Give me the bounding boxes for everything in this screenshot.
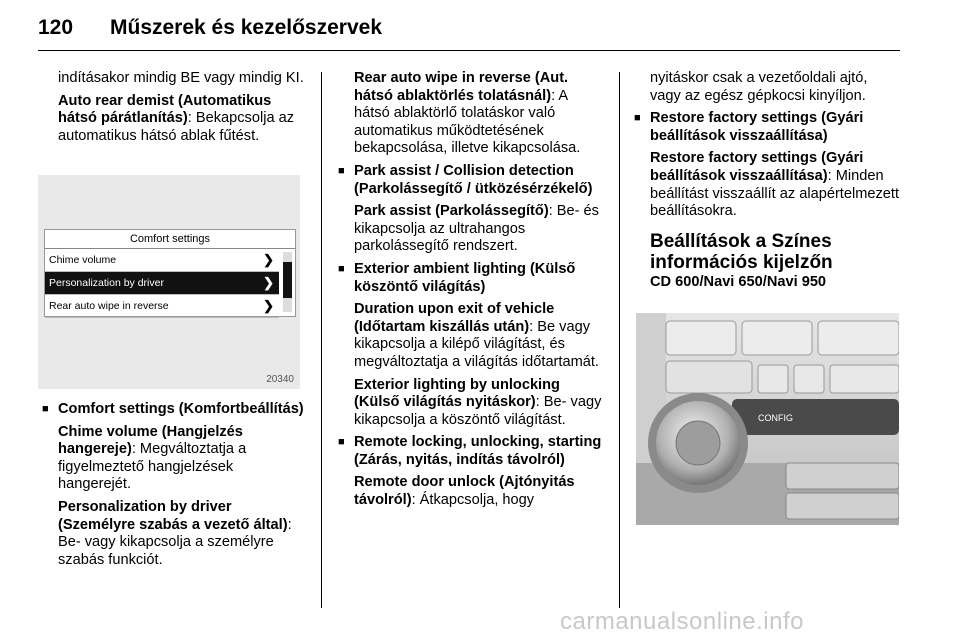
term: Park assist (Parkolássegítő) bbox=[354, 203, 549, 220]
term: Duration upon exit of vehicle (Időtartam kiszállás után) bbox=[354, 301, 555, 335]
paragraph bbox=[354, 377, 606, 430]
bullet-item bbox=[338, 162, 606, 198]
paragraph bbox=[354, 70, 606, 158]
bullet-item bbox=[634, 110, 902, 145]
column-1-lower bbox=[42, 401, 308, 574]
watermark: carmanualsonline.info bbox=[560, 608, 804, 635]
term: Restore factory settings (Gyári beállítások visszaállítása) bbox=[650, 110, 864, 144]
paragraph bbox=[354, 203, 606, 256]
column-2 bbox=[338, 70, 606, 515]
config-button-photo bbox=[636, 313, 899, 525]
menu-item bbox=[45, 249, 279, 272]
term: Exterior lighting by unlocking (Külső világítás nyitáskor) bbox=[354, 376, 560, 411]
description: : A hátsó ablaktörlő tolatáskor való automatikus működtetésének bekapcsolása, illetve kikapcsolása. bbox=[354, 87, 581, 157]
paragraph bbox=[354, 474, 606, 509]
description: : Be- vagy kikapcsolja a személyre szabás funkciót. bbox=[58, 516, 292, 568]
term: Restore factory settings (Gyári beállítások visszaállítása) bbox=[650, 150, 864, 184]
paragraph bbox=[58, 424, 308, 494]
description: : Be- és kikapcsolja az ultrahangos parkolássegítő rendszert. bbox=[354, 203, 599, 255]
term: Comfort settings (Komfortbeállítás) bbox=[58, 401, 304, 417]
description: : Átkapcsolja, hogy bbox=[411, 492, 535, 509]
description: : Be- vagy kikapcsolja a köszöntő világítást. bbox=[354, 394, 602, 428]
paragraph bbox=[58, 499, 308, 569]
bullet-item bbox=[42, 401, 308, 419]
description: : Minden beállítást visszaállít az alapértelmezett beállításokra. bbox=[650, 167, 900, 220]
menu-item bbox=[45, 295, 279, 318]
figure-number: 20340 bbox=[266, 374, 294, 385]
chevron-right-icon: ❯ bbox=[263, 252, 274, 267]
chevron-right-icon: ❯ bbox=[263, 275, 274, 290]
bullet-item bbox=[338, 434, 606, 469]
term: Remote locking, unlocking, starting (Zárás, nyitás, indítás távolról) bbox=[354, 434, 602, 468]
term: Chime volume (Hangjelzés hangereje) bbox=[58, 423, 243, 458]
paragraph: nyitáskor csak a vezetőoldali ajtó, vagy az egész gépkocsi kinyíljon. bbox=[650, 70, 868, 104]
bullet-icon: ■ bbox=[42, 403, 49, 415]
bullet-icon: ■ bbox=[338, 436, 345, 449]
term: Personalization by driver (Személyre szabás a vezető által) bbox=[58, 498, 288, 533]
dashboard-illustration bbox=[636, 313, 899, 525]
paragraph bbox=[354, 301, 606, 371]
description: : Bekapcsolja az automatikus hátsó ablak fűtést. bbox=[58, 110, 295, 144]
bullet-icon: ■ bbox=[338, 262, 345, 275]
term: Rear auto wipe in reverse (Aut. hátsó ablaktörlés tolatásnál) bbox=[354, 70, 569, 104]
config-label: CONFIG bbox=[758, 413, 793, 423]
column-1 bbox=[58, 70, 308, 150]
term: Auto rear demist (Automatikus hátsó párátlanítás) bbox=[58, 92, 272, 127]
description: : Megváltoztatja a figyelmeztető hangjelzések hangerejét. bbox=[58, 441, 247, 493]
menu-item-label: Personalization by driver bbox=[49, 277, 164, 289]
display-screen bbox=[44, 229, 296, 317]
chevron-right-icon: ❯ bbox=[263, 298, 274, 313]
menu-item-label: Chime volume bbox=[49, 254, 117, 266]
bullet-item bbox=[338, 260, 606, 296]
column-3 bbox=[634, 70, 902, 295]
page-number: 120 bbox=[38, 16, 74, 39]
bullet-icon: ■ bbox=[338, 164, 345, 177]
bullet-icon: ■ bbox=[634, 112, 641, 125]
paragraph: indításakor mindig BE vagy mindig KI. bbox=[58, 70, 304, 86]
page-title: Műszerek és kezelőszervek bbox=[110, 16, 383, 39]
page-header bbox=[38, 16, 900, 51]
scroll-thumb bbox=[283, 262, 292, 298]
term: Exterior ambient lighting (Külső köszöntő világítás) bbox=[354, 260, 576, 295]
paragraph bbox=[650, 150, 902, 220]
menu-item-label: Rear auto wipe in reverse bbox=[49, 300, 169, 312]
comfort-settings-figure bbox=[38, 175, 300, 389]
description: : Be vagy kikapcsolja a kilépő világítást, és megváltoztatja a világítás időtartamát. bbox=[354, 318, 599, 370]
scrollbar bbox=[283, 252, 292, 312]
section-heading: Beállítások a Színes információs kijelzőn bbox=[650, 230, 833, 273]
screen-title: Comfort settings bbox=[45, 230, 295, 249]
term: Remote door unlock (Ajtónyitás távolról) bbox=[354, 474, 575, 509]
column-divider bbox=[321, 72, 322, 608]
paragraph bbox=[58, 93, 308, 146]
subsection-heading: CD 600/Navi 650/Navi 950 bbox=[650, 273, 827, 290]
menu-item-selected bbox=[45, 272, 279, 295]
column-divider bbox=[619, 72, 620, 608]
term: Park assist / Collision detection (Parkolássegítő / ütközésérzékelő) bbox=[354, 162, 593, 197]
